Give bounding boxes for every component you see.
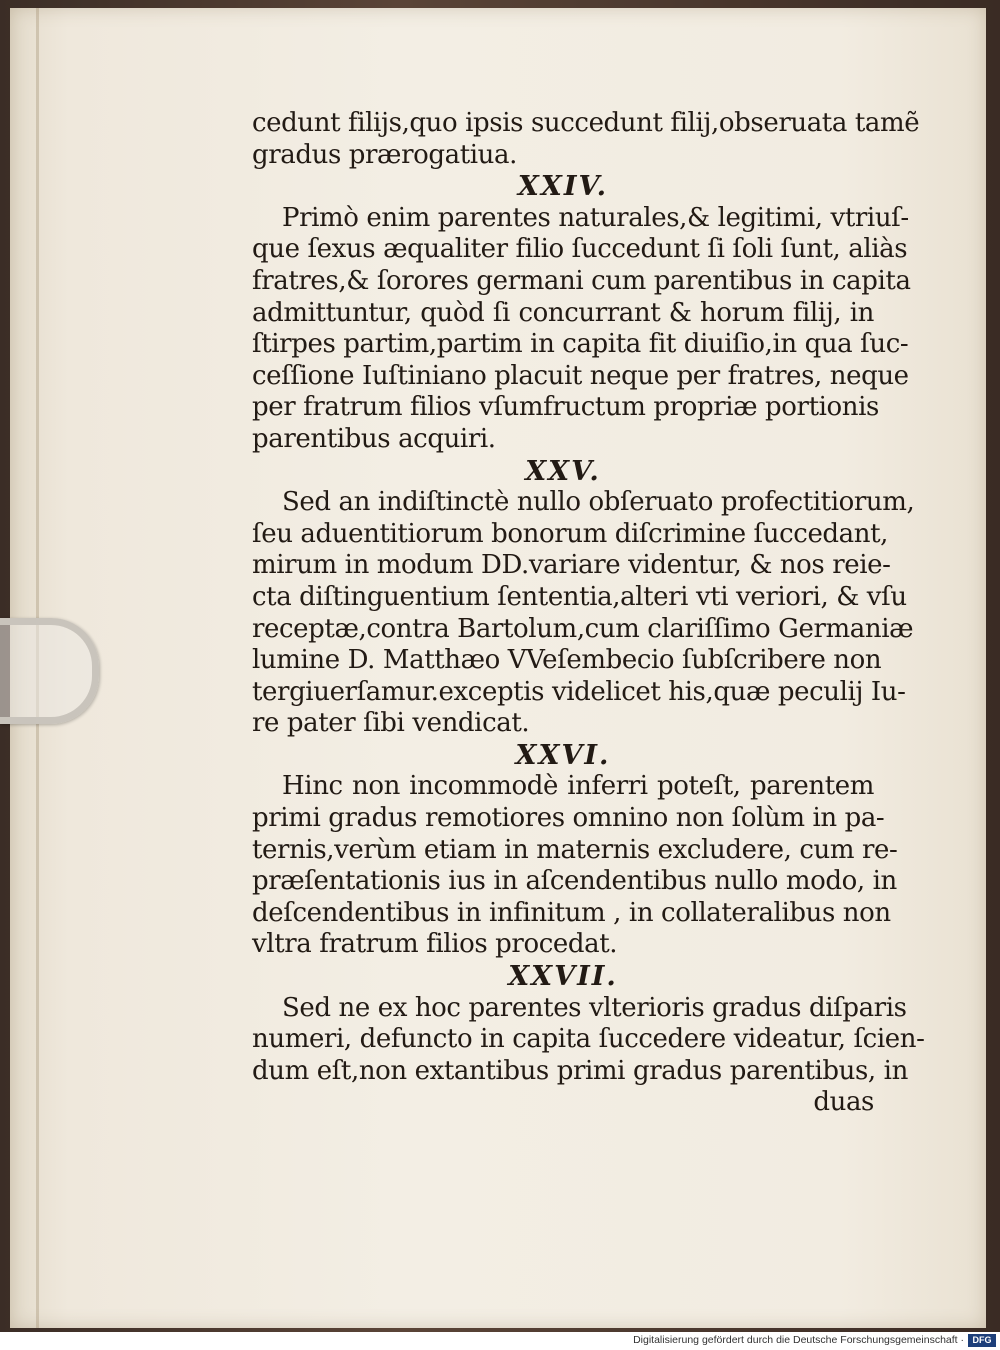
footer-credit: Digitalisierung gefördert durch die Deutsche Forschungsgemeinschaft · (633, 1334, 964, 1346)
text-line: præſentationis ius in aſcendentibus nullo modo, in (252, 866, 897, 897)
text-line: numeri, defuncto in capita ſuccedere videatur, ſcien- (252, 1024, 925, 1055)
text-line: deſcendentibus in infinitum , in collateralibus non (252, 897, 891, 928)
text-line: cta diſtinguentium ſententia,alteri vti veriori, & vſu (252, 581, 907, 612)
text-line: dum eſt,non extantibus primi gradus parentibus, in (252, 1055, 908, 1086)
page-text (252, 108, 925, 1119)
text-line: fratres,& ſorores germani cum parentibus in capita (252, 265, 911, 296)
text-line: primi gradus remotiores omnino non ſolùm in pa- (252, 803, 885, 834)
text-line: ſtirpes partim,partim in capita fit diuiſio,in qua ſuc- (252, 329, 909, 360)
text-line: Primò enim parentes naturales,& legitimi, vtriuſ- (282, 202, 909, 233)
text-line: lumine D. Matthæo VVeſembecio ſubſcribere non (252, 645, 882, 676)
text-line: mirum in modum DD.variare videntur, & nos reie- (252, 550, 891, 581)
text-line: vltra fratrum filios procedat. (252, 929, 618, 960)
section-heading: XXVI. (515, 739, 611, 771)
text-line: gradus prærogatiua. (252, 139, 517, 170)
text-line: parentibus acquiri. (252, 423, 496, 454)
text-line: receptæ,contra Bartolum,cum clariſſimo Germaniæ (252, 613, 914, 644)
catchword: duas (813, 1087, 874, 1118)
text-line: tergiuerſamur.exceptis videlicet his,quæ peculij Iu- (252, 676, 906, 707)
text-line: per fratrum filios vſumfructum propriæ portionis (252, 392, 879, 423)
text-line: admittuntur, quòd ſi concurrant & horum filij, in (252, 297, 874, 328)
text-line: que ſexus æqualiter filio ſuccedunt ſi ſoli ſunt, aliàs (252, 234, 908, 265)
section-heading: XXIV. (517, 171, 609, 203)
text-line: ſeu aduentitiorum bonorum diſcrimine ſuccedant, (252, 518, 889, 549)
text-line: ceſſione Iuſtiniano placuit neque per fratres, neque (252, 360, 909, 391)
section-heading: XXV. (525, 455, 601, 487)
footer-bar (0, 1332, 1000, 1350)
text-line: re pater ſibi vendicat. (252, 708, 530, 739)
text-line: Sed ne ex hoc parentes vlterioris gradus diſparis (282, 992, 907, 1023)
text-line: cedunt filijs,quo ipsis succedunt filij,obseruata tamẽ (252, 108, 920, 138)
section-heading: XXVII. (508, 961, 618, 993)
text-line: Sed an indiſtinctè nullo obſeruato profectitiorum, (282, 487, 915, 518)
text-line: ternis,verùm etiam in maternis excludere, cum re- (252, 834, 898, 865)
text-line: Hinc non incommodè inferri poteſt, parentem (282, 771, 874, 802)
paperclip-icon (0, 618, 99, 724)
dfg-logo-icon: DFG (968, 1334, 996, 1347)
